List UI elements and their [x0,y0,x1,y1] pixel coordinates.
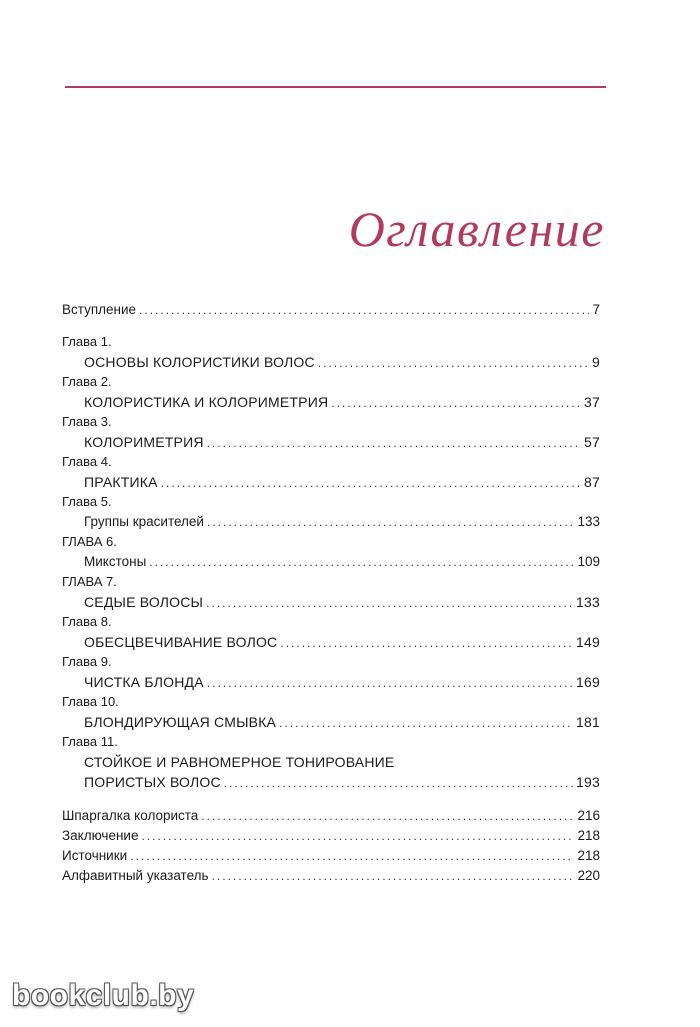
dot-leader [139,300,589,320]
toc-page-number: 149 [576,634,600,650]
chapter-title: ЧИСТКА БЛОНДА [84,674,204,690]
dot-leader [130,846,574,866]
chapter-label: Глава 11. [62,734,118,749]
dot-leader [224,773,573,793]
toc-entry-intro [62,300,600,320]
chapter-label: Глава 2. [62,374,112,389]
toc-entry-chapter-4 [62,472,600,492]
toc-entry-conclusion [62,826,600,846]
watermark-logo: bookclub.by [12,979,195,1012]
toc-page-number: 7 [592,302,600,317]
chapter-title: СЕДЫЕ ВОЛОСЫ [84,594,204,610]
dot-leader [141,826,574,846]
toc-page-number: 133 [577,514,600,529]
dot-leader [207,673,573,693]
toc-entry-chapter-10 [62,712,600,732]
toc-page-number: 57 [584,434,600,450]
chapter-title-line-1: СТОЙКОЕ И РАВНОМЕРНОЕ ТОНИРОВАНИЕ [84,754,395,770]
toc-page-number: 218 [577,828,600,843]
dot-leader [207,433,581,453]
dot-leader [207,512,575,532]
dot-leader [206,593,573,613]
dot-leader [161,473,581,493]
chapter-title: КОЛОРИМЕТРИЯ [84,434,204,450]
dot-leader [280,633,573,653]
chapter-label: Глава 1. [62,334,112,349]
toc-page-number: 218 [577,848,600,863]
chapter-label: Глава 10. [62,694,119,709]
toc-entry-chapter-3 [62,432,600,452]
page-title: Оглавление [348,201,605,257]
toc-entry-index [62,866,600,886]
dot-leader [279,713,573,733]
toc-page-number: 87 [584,474,600,490]
toc-entry-chapter-2 [62,392,600,412]
toc-entry-chapter-6 [62,552,600,572]
toc-entry-label: Шпаргалка колориста [62,808,199,823]
header-rule [65,86,606,88]
toc-entry-label: Алфавитный указатель [62,868,209,883]
chapter-title: БЛОНДИРУЮЩАЯ СМЫВКА [84,714,277,730]
chapter-label: Глава 5. [62,494,112,509]
dot-leader [149,552,574,572]
chapter-label: Глава 9. [62,654,112,669]
toc-page-number: 9 [592,354,600,370]
chapter-label: ГЛАВА 6. [62,534,117,549]
toc-entry-chapter-9 [62,672,600,692]
toc-page-number: 109 [577,554,600,569]
toc-entry-chapter-7 [62,592,600,612]
chapter-title: ОБЕСЦВЕЧИВАНИЕ ВОЛОС [84,634,278,650]
chapter-title: ПРАКТИКА [84,474,158,490]
toc-page-number: 220 [577,868,600,883]
table-of-contents [62,300,600,886]
chapter-title-line-2: ПОРИСТЫХ ВОЛОС [84,774,221,790]
toc-page-number: 133 [576,594,600,610]
toc-entry-sources [62,846,600,866]
toc-entry-chapter-1 [62,352,600,372]
toc-entry-label: Заключение [62,828,139,843]
chapter-title: ОСНОВЫ КОЛОРИСТИКИ ВОЛОС [84,354,315,370]
chapter-label: ГЛАВА 7. [62,574,117,589]
toc-page-number: 193 [576,774,600,790]
toc-page-number: 169 [576,674,600,690]
toc-page-number: 216 [577,808,600,823]
dot-leader [212,866,575,886]
toc-entry-cheatsheet [62,806,600,826]
chapter-label: Глава 8. [62,614,112,629]
toc-entry-chapter-11 [62,772,600,792]
toc-entry-label: Источники [62,848,128,863]
dot-leader [318,353,589,373]
chapter-title: КОЛОРИСТИКА И КОЛОРИМЕТРИЯ [84,394,329,410]
toc-entry-label: Вступление [62,302,137,317]
dot-leader [331,393,581,413]
chapter-label: Глава 3. [62,414,112,429]
toc-entry-chapter-8 [62,632,600,652]
chapter-title: Микстоны [84,554,147,569]
chapter-title: Группы красителей [84,514,204,529]
toc-page-number: 37 [584,394,600,410]
toc-page-number: 181 [576,714,600,730]
dot-leader [201,806,574,826]
toc-entry-chapter-5 [62,512,600,532]
chapter-label: Глава 4. [62,454,112,469]
